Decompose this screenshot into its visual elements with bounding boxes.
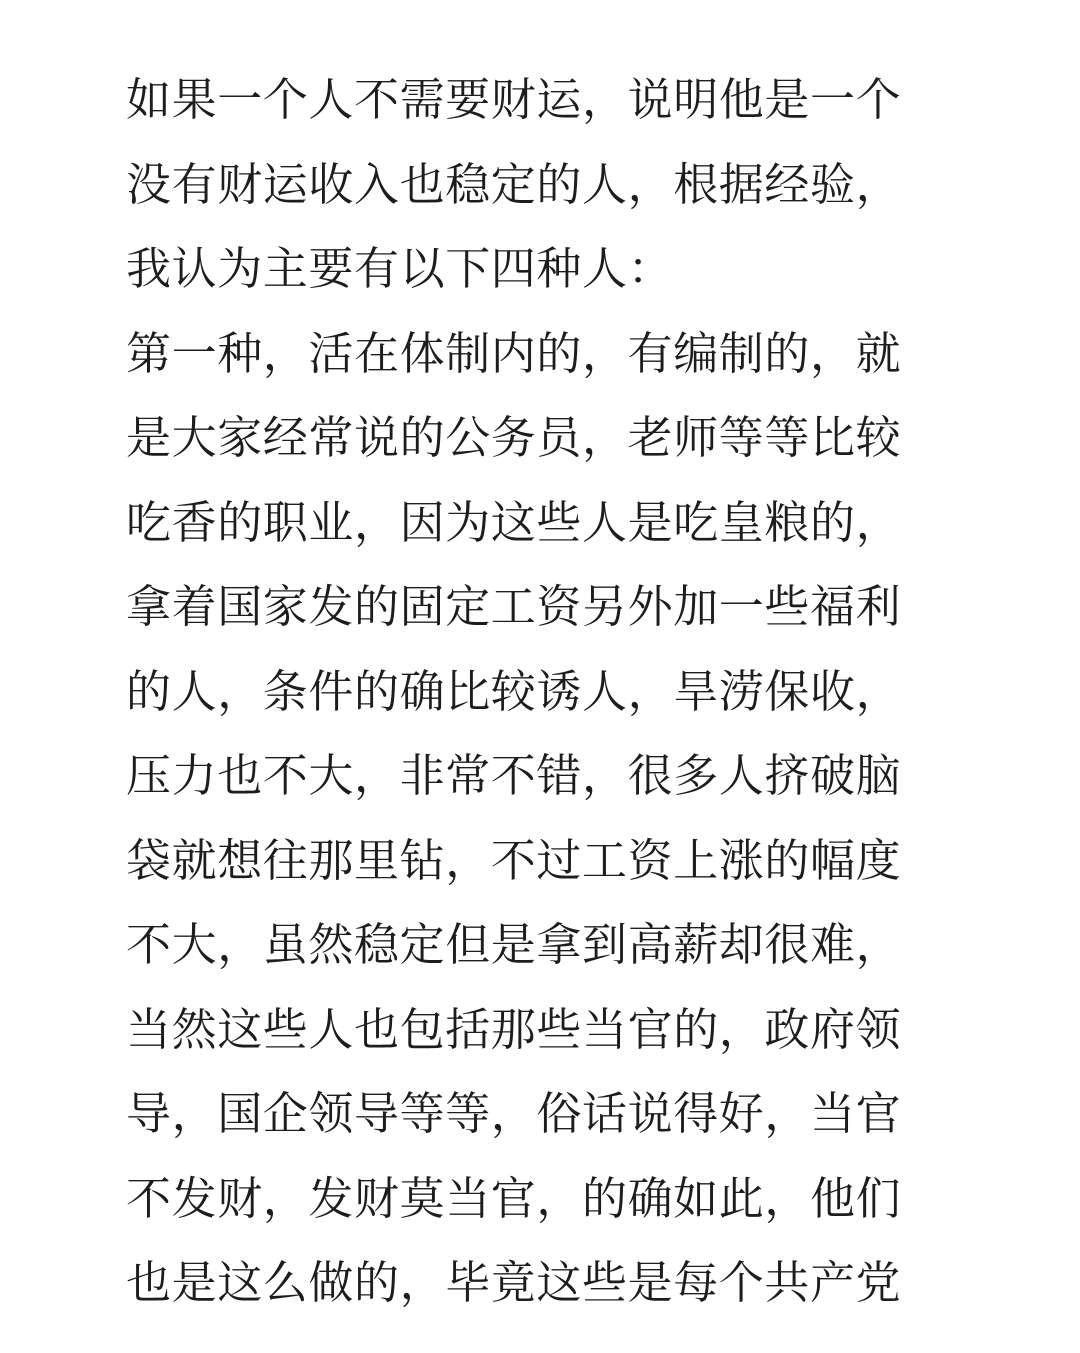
text-line: 拿着国家发的固定工资另外加一些福利 bbox=[126, 580, 902, 633]
text-line: 导，国企领导等等，俗话说得好，当官 bbox=[126, 1087, 902, 1140]
text-line: 当然这些人也包括那些当官的，政府领 bbox=[126, 1002, 902, 1056]
text-line: 的人，条件的确比较诱人，旱涝保收， bbox=[126, 664, 902, 718]
text-line: 如果一个人不需要财运，说明他是一个 bbox=[126, 73, 902, 126]
text-line: 也是这么做的，毕竟这些是每个共产党 bbox=[126, 1256, 902, 1309]
text-line: 第一种，活在体制内的，有编制的，就 bbox=[126, 326, 902, 380]
text-line: 不发财，发财莫当官，的确如此，他们 bbox=[126, 1171, 902, 1225]
text-line: 压力也不大，非常不错，很多人挤破脑 bbox=[126, 749, 902, 802]
text-line: 吃香的职业，因为这些人是吃皇粮的， bbox=[126, 495, 902, 549]
text-line: 是大家经常说的公务员，老师等等比较 bbox=[126, 411, 902, 464]
text-line: 没有财运收入也稳定的人，根据经验， bbox=[126, 157, 902, 211]
text-line: 袋就想往那里钻，不过工资上涨的幅度 bbox=[126, 833, 902, 887]
article-body bbox=[126, 58, 956, 1326]
text-line: 我认为主要有以下四种人： bbox=[126, 242, 674, 295]
text-line: 不大，虽然稳定但是拿到高薪却很难， bbox=[126, 918, 902, 971]
